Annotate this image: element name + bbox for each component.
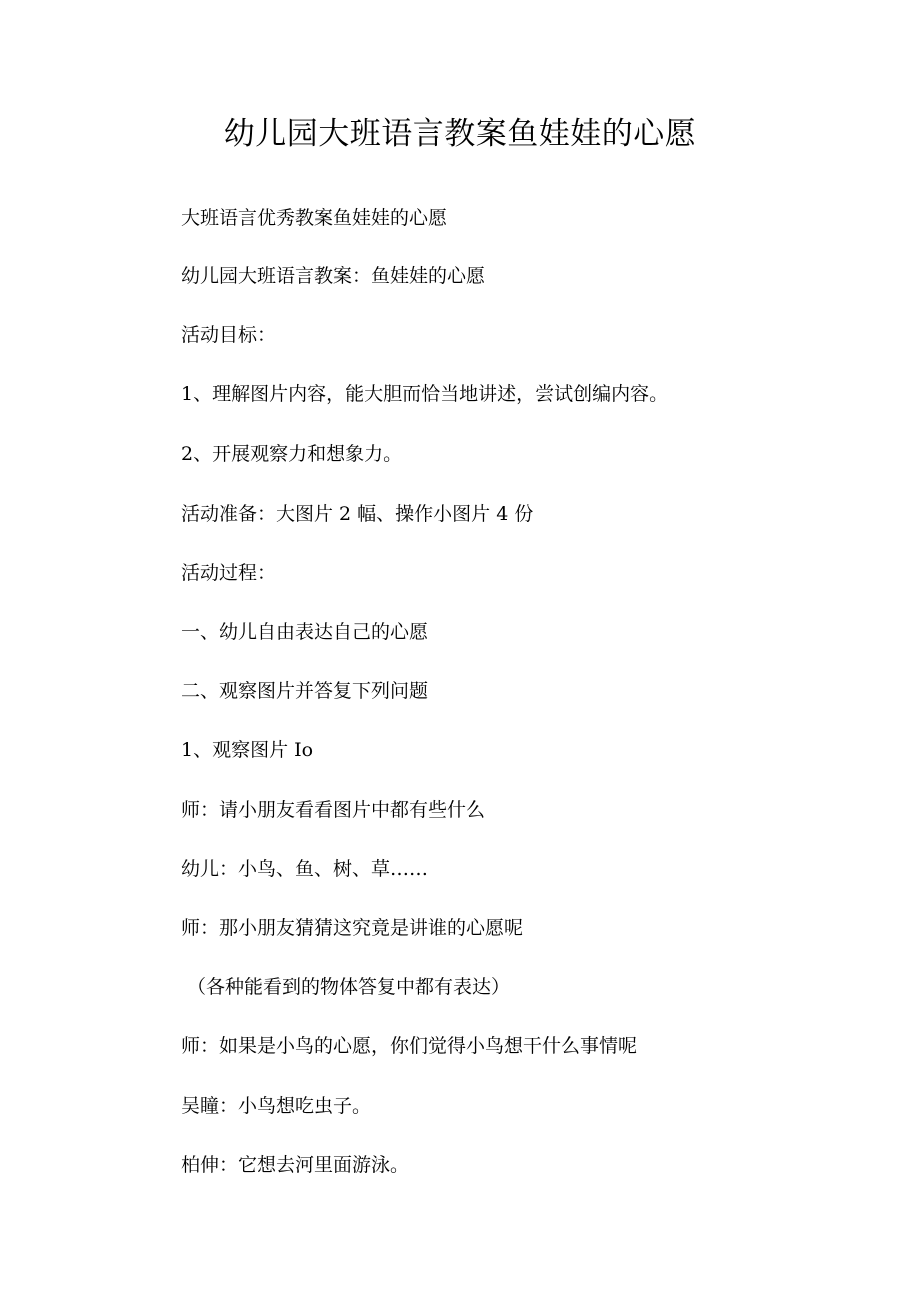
paragraph-note: （各种能看到的物体答复中都有表达） — [187, 976, 511, 998]
paragraph-answer-bai: 柏伸：它想去河里面游泳。 — [181, 1154, 410, 1176]
paragraph-process-label: 活动过程： — [181, 562, 277, 584]
paragraph-children-answer: 幼儿：小鸟、鱼、树、草…… — [181, 858, 429, 880]
document-body — [181, 0, 881, 1301]
paragraph-observe-picture: 1、观察图片 Io — [181, 739, 314, 761]
paragraph-subtitle: 大班语言优秀教案鱼娃娃的心愿 — [181, 207, 448, 229]
paragraph-heading: 幼儿园大班语言教案：鱼娃娃的心愿 — [181, 265, 486, 287]
document-title: 幼儿园大班语言教案鱼娃娃的心愿 — [223, 116, 697, 152]
paragraph-objective-2: 2、开展观察力和想象力。 — [181, 443, 403, 465]
paragraph-step-2: 二、观察图片并答复下列问题 — [181, 680, 429, 702]
paragraph-objective-1: 1、理解图片内容，能大胆而恰当地讲述，尝试创编内容。 — [181, 383, 669, 405]
paragraph-teacher-question-3: 师：如果是小鸟的心愿，你们觉得小鸟想干什么事情呢 — [181, 1035, 638, 1057]
paragraph-teacher-question-2: 师：那小朋友猜猜这究竟是讲谁的心愿呢 — [181, 917, 524, 939]
paragraph-objectives-label: 活动目标： — [181, 324, 277, 346]
paragraph-step-1: 一、幼儿自由表达自己的心愿 — [181, 621, 429, 643]
paragraph-teacher-question-1: 师：请小朋友看看图片中都有些什么 — [181, 799, 486, 821]
paragraph-preparation: 活动准备：大图片 2 幅、操作小图片 4 份 — [181, 503, 534, 525]
paragraph-answer-wu: 吴瞳：小鸟想吃虫子。 — [181, 1095, 372, 1117]
